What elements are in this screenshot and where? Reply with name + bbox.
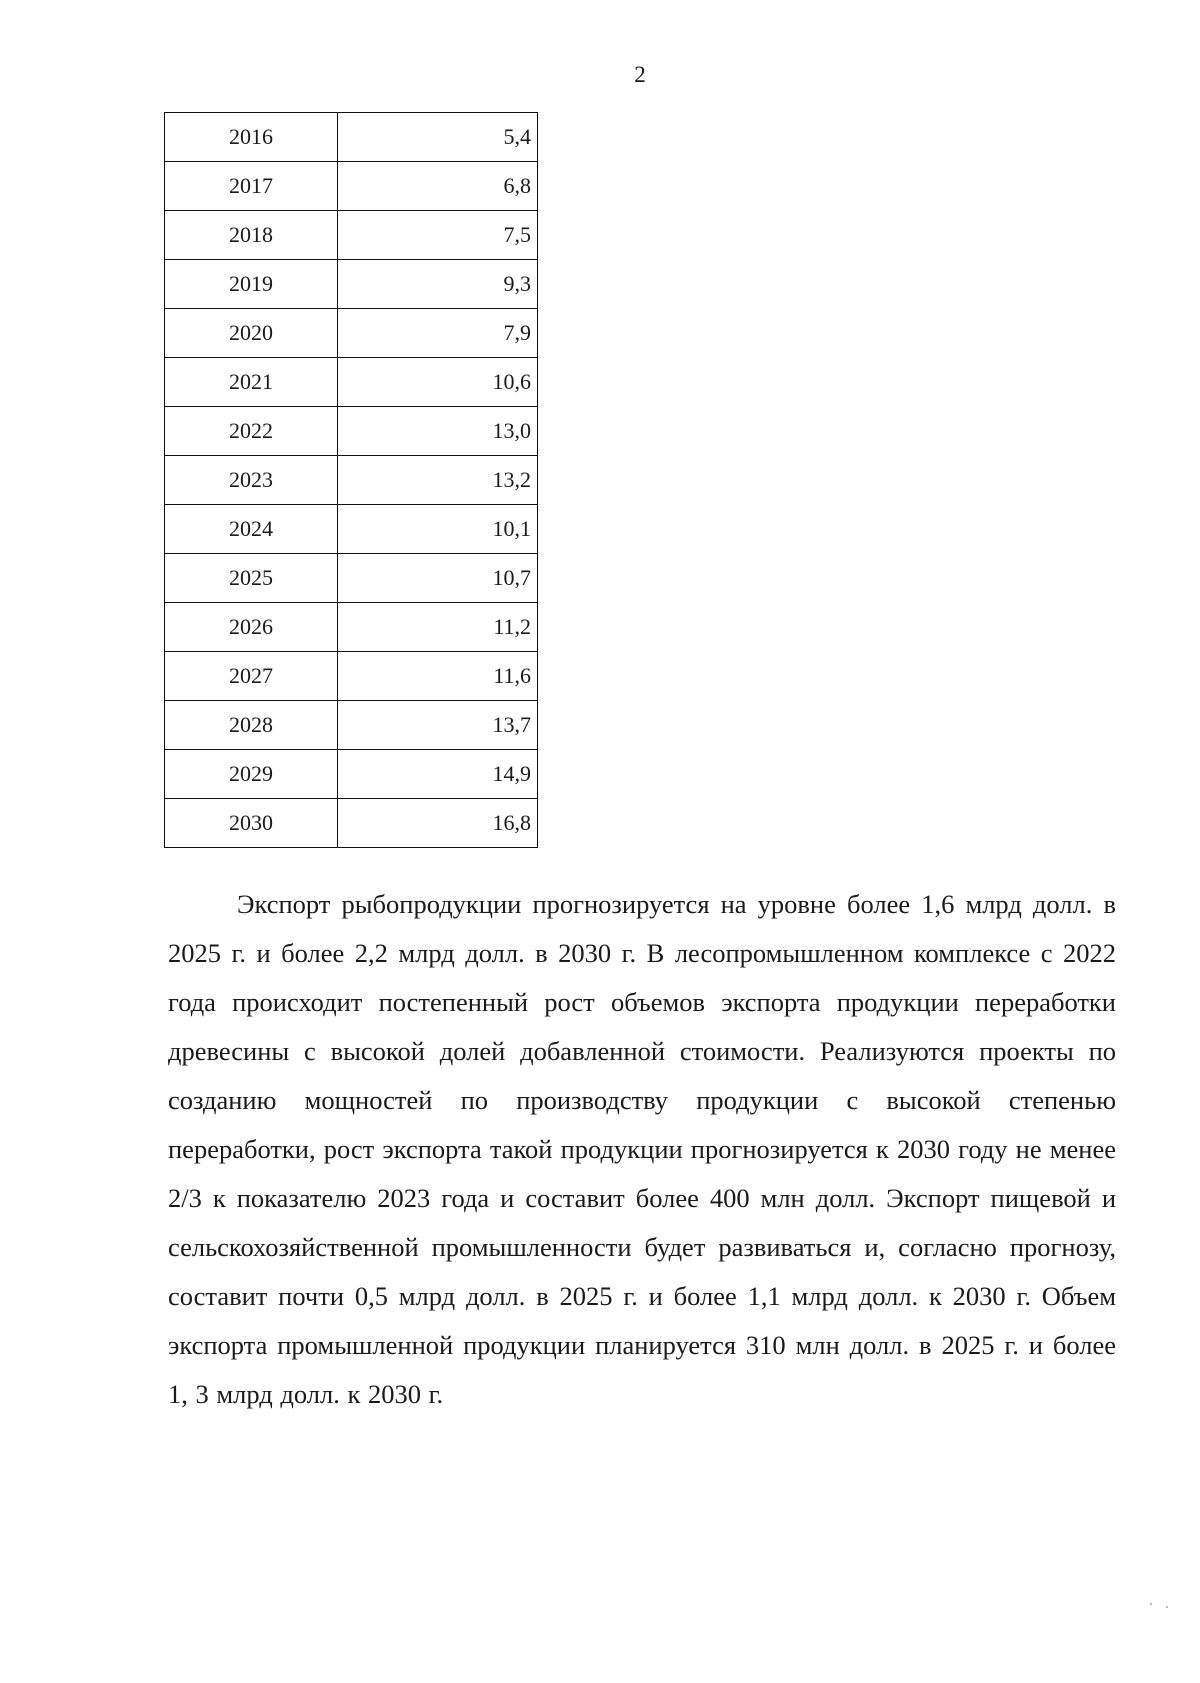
year-cell: 2029 (165, 750, 338, 799)
year-cell: 2023 (165, 456, 338, 505)
table-row (165, 211, 538, 260)
body-paragraph: Экспорт рыбопродукции прогнозируется на уровне более 1,6 млрд долл. в 2025 г. и более 2,2 млрд долл. в 2030 г. В лесопромышленном комплексе с 2022 года происходит постепенный рост объемов экспорта продукции переработки древесины с высокой долей добавленной стоимости. Реализуются проекты по созданию мощностей по производству продукции с высокой степенью переработки, рост экспорта такой продукции прогнозируется к 2030 году не менее 2/3 к показателю 2023 года и составит более 400 млн долл. Экспорт пищевой и сельскохозяйственной промышленности будет развиваться и, согласно прогнозу, составит почти 0,5 млрд долл. в 2025 г. и более 1,1 млрд долл. к 2030 г. Объем экспорта промышленной продукции планируется 310 млн долл. в 2025 г. и более 1, 3 млрд долл. к 2030 г. (168, 889, 1116, 1409)
table-row (165, 554, 538, 603)
table-row (165, 701, 538, 750)
scan-speck (1166, 1606, 1168, 1608)
year-cell: 2024 (165, 505, 338, 554)
table-row (165, 260, 538, 309)
table-row (165, 456, 538, 505)
table-row (165, 603, 538, 652)
value-cell: 13,0 (338, 407, 538, 456)
table-row (165, 407, 538, 456)
table-row (165, 162, 538, 211)
table-row (165, 113, 538, 162)
value-cell: 9,3 (338, 260, 538, 309)
year-cell: 2016 (165, 113, 338, 162)
value-cell: 10,6 (338, 358, 538, 407)
value-cell: 11,6 (338, 652, 538, 701)
scan-speck (1150, 1603, 1152, 1605)
value-cell: 7,9 (338, 309, 538, 358)
table-row (165, 358, 538, 407)
table-row (165, 750, 538, 799)
value-cell: 13,2 (338, 456, 538, 505)
value-cell: 16,8 (338, 799, 538, 848)
year-cell: 2018 (165, 211, 338, 260)
value-cell: 11,2 (338, 603, 538, 652)
table-row (165, 799, 538, 848)
table-row (165, 652, 538, 701)
year-cell: 2028 (165, 701, 338, 750)
year-cell: 2019 (165, 260, 338, 309)
table-row (165, 309, 538, 358)
year-cell: 2025 (165, 554, 338, 603)
data-table (164, 112, 538, 848)
year-cell: 2027 (165, 652, 338, 701)
value-cell: 5,4 (338, 113, 538, 162)
year-cell: 2026 (165, 603, 338, 652)
value-cell: 7,5 (338, 211, 538, 260)
value-cell: 13,7 (338, 701, 538, 750)
page-number: 2 (634, 62, 646, 87)
value-cell: 6,8 (338, 162, 538, 211)
year-cell: 2017 (165, 162, 338, 211)
table-body (165, 113, 538, 848)
year-cell: 2021 (165, 358, 338, 407)
value-cell: 14,9 (338, 750, 538, 799)
value-cell: 10,1 (338, 505, 538, 554)
table-row (165, 505, 538, 554)
value-cell: 10,7 (338, 554, 538, 603)
year-cell: 2022 (165, 407, 338, 456)
year-cell: 2030 (165, 799, 338, 848)
year-cell: 2020 (165, 309, 338, 358)
